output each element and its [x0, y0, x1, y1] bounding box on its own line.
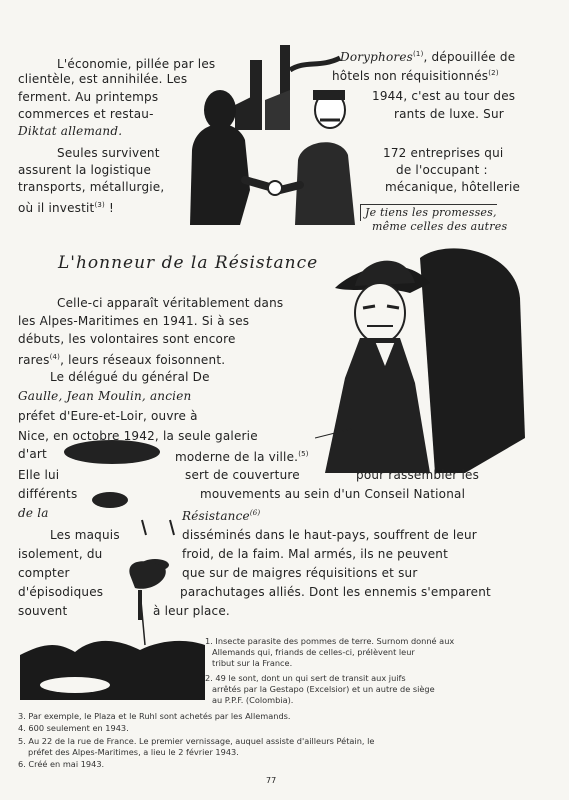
footnote: 6. Créé en mai 1943. [18, 759, 105, 769]
body-line: différents [18, 487, 78, 501]
body-line: d'épisodiques [18, 585, 104, 599]
jean-moulin-illustration [315, 238, 530, 473]
illustration-caption: Je tiens les promesses, [360, 204, 497, 221]
top-left-line: transports, métallurgie, [18, 180, 165, 194]
top-left-line: commerces et restau- [18, 107, 154, 121]
top-left-line: Diktat allemand. [18, 124, 123, 138]
body-line: les Alpes-Maritimes en 1941. Si à ses [18, 314, 250, 328]
top-left-line: où il investit$^{(3)}$ ! [18, 201, 115, 215]
top-right-line: hôtels non réquisitionnés$^{(2)}$ [332, 69, 499, 83]
top-right-line: 1944, c'est au tour des [372, 89, 516, 103]
section-title: L'honneur de la Résistance [58, 253, 319, 273]
illustration-caption: même celles des autres [372, 220, 508, 233]
footnote: 2. 49 le sont, dont un qui sert de transit aux juifs [205, 673, 406, 683]
body-line: souvent [18, 604, 68, 618]
body-line: compter [18, 566, 70, 580]
body-line: pour rassembler les [356, 468, 480, 482]
footnote: 1. Insecte parasite des pommes de terre. Surnom donné aux [205, 636, 455, 646]
body-line: de la [18, 506, 49, 520]
top-right-line: de l'occupant : [396, 163, 488, 177]
body-line: Gaulle, Jean Moulin, ancien [18, 389, 192, 403]
page-number: 77 [266, 776, 277, 785]
top-right-line: mécanique, hôtellerie [385, 180, 521, 194]
top-right-line: Doryphores$^{(1)}$, dépouillée de [340, 50, 516, 64]
footnote: préfet des Alpes-Maritimes, a lieu le 2 février 1943. [28, 747, 239, 757]
body-line: à leur place. [153, 604, 230, 618]
top-left-line: Seules survivent [57, 146, 160, 160]
top-left-line: ferment. Au printemps [18, 90, 159, 104]
body-line: que sur de maigres réquisitions et sur [182, 566, 418, 580]
body-line: parachutages alliés. Dont les ennemis s'emparent [180, 585, 491, 599]
body-line: préfet d'Eure-et-Loir, ouvre à [18, 409, 198, 423]
body-line: Le délégué du général De [50, 370, 210, 384]
footnote: arrêtés par la Gestapo (Excelsior) et un autre de siège [212, 684, 435, 694]
top-left-line: L'économie, pillée par les [57, 57, 216, 71]
footnote: 3. Par exemple, le Plaza et le Ruhl sont achetés par les Allemands. [18, 711, 291, 721]
top-right-line: rants de luxe. Sur [394, 107, 504, 121]
top-left-line: clientèle, est annihilée. Les [18, 72, 188, 86]
body-line: moderne de la ville.$^{(5)}$ [175, 450, 309, 464]
body-line: Nice, en octobre 1942, la seule galerie [18, 429, 258, 443]
body-line: mouvements au sein d'un Conseil National [200, 487, 466, 501]
body-line: rares$^{(4)}$, leurs réseaux foisonnent. [18, 353, 226, 367]
footnote: au P.P.F. (Colombia). [212, 695, 294, 705]
footnote: tribut sur la France. [212, 658, 293, 668]
footnote: Allemands qui, friands de celles-ci, prélèvent leur [212, 647, 415, 657]
body-line: isolement, du [18, 547, 103, 561]
top-right-line: 172 entreprises qui [383, 146, 504, 160]
footnote: 5. Au 22 de la rue de France. Le premier vernissage, auquel assiste d'ailleurs Pétain, le [18, 736, 375, 746]
body-line: débuts, les volontaires sont encore [18, 332, 236, 346]
body-line: Les maquis [50, 528, 120, 542]
body-line: sert de couverture [185, 468, 300, 482]
footnote: 4. 600 seulement en 1943. [18, 723, 129, 733]
body-line: Celle-ci apparaît véritablement dans [57, 296, 284, 310]
body-line: froid, de la faim. Mal armés, ils ne peuvent [182, 547, 448, 561]
top-left-line: assurent la logistique [18, 163, 152, 177]
body-line: Résistance$^{(6)}$ [182, 509, 261, 523]
body-line: Elle lui [18, 468, 60, 482]
body-line: disséminés dans le haut-pays, souffrent de leur [182, 528, 477, 542]
body-line: d'art [18, 447, 47, 461]
